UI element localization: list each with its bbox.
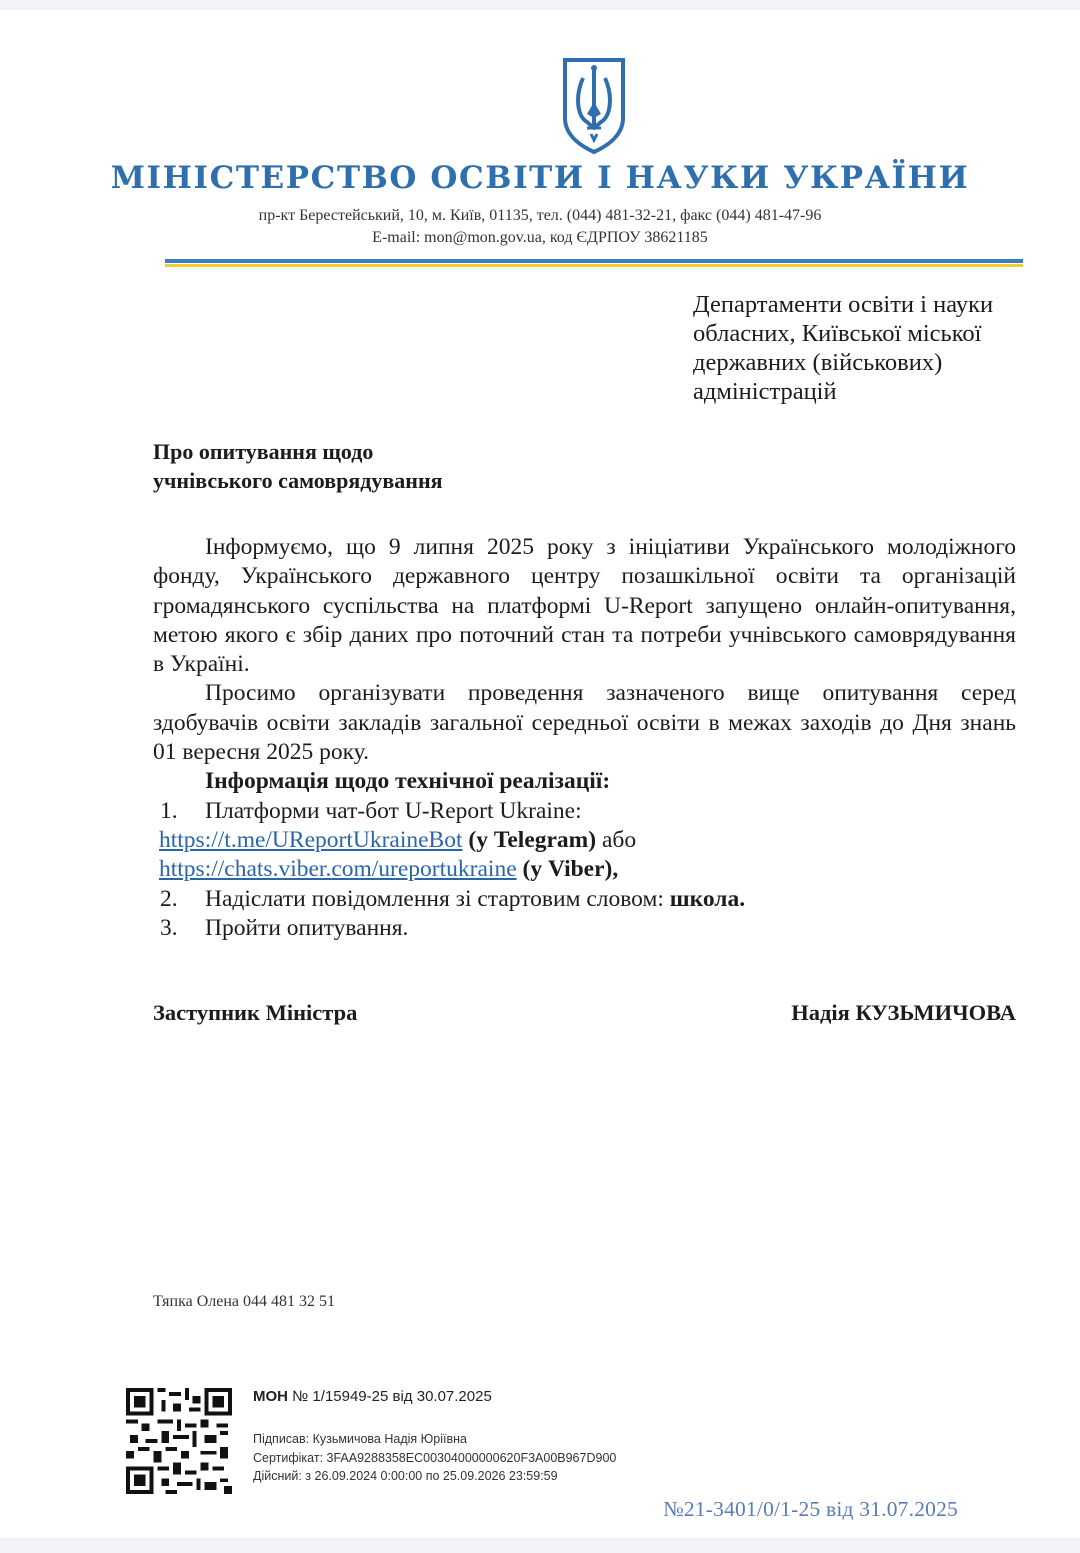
qr-code-icon [125,1388,233,1494]
list-number: 1. [160,797,178,824]
addressee-line: адміністрацій [693,378,837,405]
start-keyword: школа. [669,885,746,912]
ministry-contacts: E-mail: mon@mon.gov.ua, код ЄДРПОУ 38621185 [372,229,708,246]
subject-line: Про опитування щодо [153,439,374,464]
viber-link[interactable]: https://chats.viber.com/ureportukraine [159,856,517,883]
list-text: Платформи чат-бот U-Report Ukraine: [205,797,582,824]
letter-body [153,533,1016,943]
signed-by: Підписав: Кузьмичова Надія Юріївна [253,1432,467,1446]
flag-stripe-blue [165,259,1023,263]
executor-contact: Тяпка Олена 044 481 32 51 [153,1293,336,1310]
registration-ref: № 1/15949-25 від 30.07.2025 [292,1388,492,1405]
tech-heading: Інформація щодо технічної реалізації: [205,768,611,795]
ministry-address: пр-кт Берестейський, 10, м. Київ, 01135, тел. (044) 481-32-21, факс (044) 481-47-96 [258,207,822,224]
viber-label: (у Viber) [522,856,613,883]
signatory-position: Заступник Міністра [153,1000,358,1025]
addressee-line: державних (військових) [693,349,943,376]
certificate-id: Сертифікат: 3FAA9288358EC00304000000620F3A00B967D900 [253,1451,617,1465]
ministry-title: МІНІСТЕРСТВО ОСВІТИ І НАУКИ УКРАЇНИ [110,160,970,196]
coat-of-arms-icon [561,56,627,156]
registration-org: МОН [253,1388,288,1405]
flag-stripe-yellow [165,264,1023,267]
viber-row: https://chats.viber.com/ureportukraine (у Viber), [159,856,619,883]
list-text: Пройти опитування. [205,914,409,941]
list-item [153,797,1016,826]
telegram-link[interactable]: https://t.me/UReportUkraineBot [159,826,463,853]
list-number: 3. [160,914,178,941]
signatory-name: Надія КУЗЬМИЧОВА [791,1000,1016,1025]
registration-number [253,1388,492,1405]
telegram-label: (у Telegram) [468,826,597,853]
list-item [153,885,1016,914]
list-item [153,914,1016,943]
list-text: Надіслати повідомлення зі стартовим словом: [205,885,664,912]
incoming-stamp: №21-3401/0/1-25 від 31.07.2025 [663,1497,958,1521]
addressee-block [693,290,1053,406]
addressee-line: Департаменти освіти і науки [693,291,994,318]
list-number: 2. [160,885,178,912]
letter-subject [153,437,653,495]
telegram-row [153,826,1016,855]
body-paragraph: Інформуємо, що 9 липня 2025 року з ініціативи Українського молодіжного фонду, Українського державного центру позашкільної освіти та організацій громадянського суспільства на платформі U-Report запущено онлайн-опитування, метою якого є збір даних про поточний стан та потреби учнівського самоврядування в Україні. [153,534,1016,678]
body-paragraph: Просимо організувати проведення зазначеного вище опитування серед здобувачів освіти закладів загальної середньої освіти в межах заходів до Дня знань 01 вересня 2025 року. [153,680,1016,766]
subject-line: учнівського самоврядування [153,468,443,493]
or-word: або [601,826,637,853]
certificate-validity: Дійсний: з 26.09.2024 0:00:00 по 25.09.2026 23:59:59 [253,1469,558,1483]
document-page [0,10,1080,1538]
addressee-line: обласних, Київської міської [693,320,982,347]
